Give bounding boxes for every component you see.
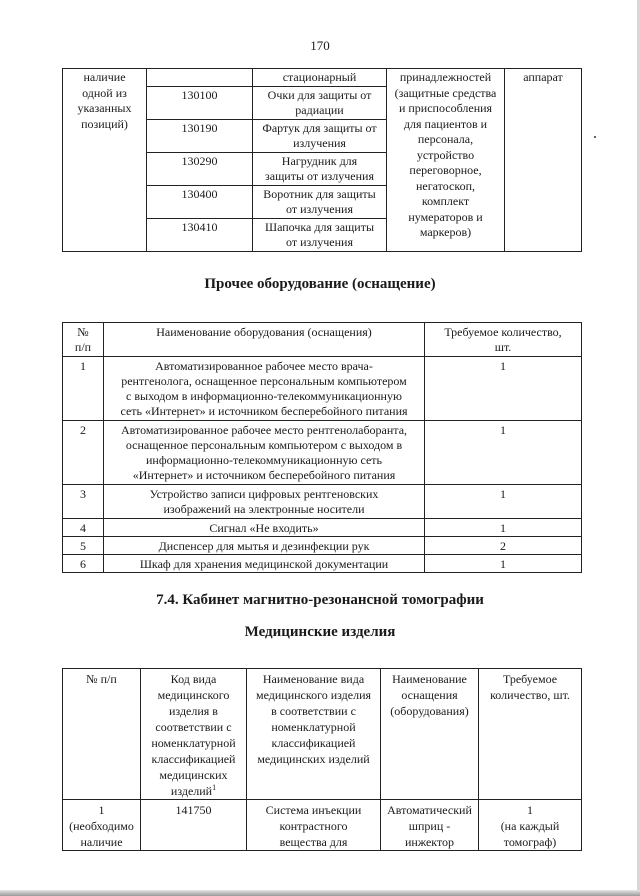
header-code-last-word: изделий (170, 784, 213, 798)
page-number: 170 (310, 38, 330, 53)
row-num: 6 (63, 555, 104, 573)
row-name-line: информационно-телекоммуникационную сеть (145, 453, 382, 467)
table-row (63, 519, 582, 537)
row-name-line: Автоматизированное рабочее место врача- (155, 359, 373, 373)
row-equip-line: шприц - (408, 819, 451, 833)
row-num-line: (необходимо (69, 819, 134, 833)
row-qty-line: томограф) (503, 835, 557, 849)
top-code-cell: 130290 (147, 152, 253, 185)
row-kind-line: Система инъекции (265, 803, 362, 817)
header-kind-line: классификацией (271, 736, 356, 750)
top-name-line: Фартук для защиты от (262, 120, 377, 135)
top-col4-line: устройство (416, 147, 475, 162)
table-row (63, 555, 582, 573)
top-col1-line: наличие (83, 70, 126, 84)
top-name-line: радиации (295, 103, 344, 117)
top-col4-line: для пациентов и (403, 116, 488, 131)
table-row (63, 421, 582, 485)
scan-edge-bottom (0, 890, 640, 896)
top-col1-line: одной из (82, 85, 127, 100)
header-qty-line: Требуемое (502, 672, 558, 686)
header-code-line: медицинских (159, 768, 228, 782)
row-qty: 1 (425, 555, 582, 573)
row-qty: 1 (425, 485, 582, 519)
header-equip-line: оснащения (401, 688, 458, 702)
row-code: 141750 (141, 800, 247, 851)
table-header-row (63, 323, 582, 357)
row-name-line: «Интернет» и источником бесперебойного питания (132, 468, 396, 482)
top-name-cell (253, 218, 387, 251)
scan-speck (594, 136, 596, 138)
row-name: Диспенсер для мытья и дезинфекции рук (104, 537, 425, 555)
header-qty (479, 669, 582, 800)
header-code (141, 669, 247, 800)
top-name-cell: стационарный (253, 69, 387, 87)
top-name-line: защиты от излучения (265, 169, 374, 183)
row-name-line: сеть «Интернет» и источником бесперебойного питания (120, 404, 408, 418)
section-title-other-equipment: Прочее оборудование (оснащение) (204, 276, 436, 292)
row-equip-line: Автоматический (387, 803, 472, 817)
row-num (63, 800, 141, 851)
row-name-line: оснащенное персональным компьютером с выходом в (125, 438, 403, 452)
row-num: 5 (63, 537, 104, 555)
table-header-row (63, 669, 582, 800)
row-qty-line: 1 (527, 803, 533, 817)
row-kind-line: контрастного (279, 819, 348, 833)
top-col4-line: персонала, (417, 132, 474, 146)
row-name-line: Устройство записи цифровых рентгеновских (149, 487, 379, 501)
row-qty (479, 800, 582, 851)
row-name: Шкаф для хранения медицинской документации (104, 555, 425, 573)
header-kind-line: медицинского изделия (255, 688, 372, 702)
table-row (63, 357, 582, 421)
row-qty: 1 (425, 357, 582, 421)
row-equip (381, 800, 479, 851)
top-continuation-table (62, 68, 582, 252)
row-name-line: с выходом в информационно-телекоммуникационную (126, 389, 402, 403)
row-qty-line: (на каждый (500, 819, 560, 833)
row-qty: 2 (425, 537, 582, 555)
top-name-cell (253, 119, 387, 152)
header-code-line: Код вида (170, 672, 217, 686)
top-name-line: от излучения (286, 235, 353, 249)
header-qty-line: Требуемое количество, (444, 325, 562, 339)
header-qty (425, 323, 582, 357)
top-col1-line: указанных (77, 101, 132, 115)
top-name-cell (253, 152, 387, 185)
header-num (63, 323, 104, 357)
top-name-line: Очки для защиты от (267, 87, 372, 102)
header-num-line: № (77, 325, 89, 339)
row-name (104, 357, 425, 421)
header-kind (247, 669, 381, 800)
row-num: 2 (63, 421, 104, 485)
row-kind-line: вещества для (279, 835, 348, 849)
header-kind-line: Наименование вида (262, 672, 365, 686)
row-qty: 1 (425, 519, 582, 537)
section-title-mri-room: 7.4. Кабинет магнитно-резонансной томографии (156, 592, 484, 608)
header-qty-line: шт. (494, 340, 512, 354)
row-name-line: изображений на электронные носители (163, 502, 365, 516)
top-col4-line: принадлежностей (399, 70, 492, 84)
row-equip-line: инжектор (404, 835, 455, 849)
top-col5-cell: аппарат (505, 69, 582, 252)
header-name: Наименование оборудования (оснащения) (104, 323, 425, 357)
row-name (104, 421, 425, 485)
top-col4-line: комплект (421, 194, 470, 208)
top-name-line: Нагрудник для (281, 153, 358, 168)
top-col4-line: и приспособления (398, 101, 493, 115)
top-code-cell: 130190 (147, 119, 253, 152)
top-name-cell (253, 86, 387, 119)
header-code-line (144, 783, 243, 799)
top-code-cell (147, 69, 253, 87)
top-col4-line: нумераторов и (408, 209, 483, 224)
row-num: 4 (63, 519, 104, 537)
section-title-medical-devices: Медицинские изделия (244, 624, 396, 640)
top-col4-cell (387, 69, 505, 252)
footnote-marker: 1 (212, 783, 217, 792)
top-name-line: излучения (293, 136, 346, 150)
header-num-line: п/п (74, 340, 92, 354)
row-name-line: Автоматизированное рабочее место рентгенолаборанта, (120, 423, 408, 437)
top-code-cell: 130410 (147, 218, 253, 251)
row-name-line: рентгенолога, оснащенное персональным компьютером (121, 374, 407, 388)
table-row (63, 800, 582, 851)
top-col1-cell (63, 69, 147, 252)
row-name: Сигнал «Не входить» (104, 519, 425, 537)
top-col4-line: негатоскоп, (415, 178, 476, 193)
header-kind-line: в соответствии с (271, 704, 356, 718)
header-kind-line: номенклатурной (271, 720, 356, 734)
row-num-line: наличие (80, 835, 123, 849)
header-num: № п/п (63, 669, 141, 800)
top-name-cell (253, 185, 387, 218)
row-name (104, 485, 425, 519)
row-num-line: 1 (98, 803, 105, 817)
top-col4-line: маркеров) (419, 225, 472, 239)
table-row (63, 485, 582, 519)
header-equip-line: Наименование (392, 672, 467, 686)
row-qty: 1 (425, 421, 582, 485)
header-equip (381, 669, 479, 800)
top-col4-line: (защитные средства (394, 85, 497, 100)
top-name-line: Шапочка для защиты (264, 219, 375, 234)
other-equipment-table (62, 322, 582, 573)
header-code-line: номенклатурной (151, 736, 236, 750)
header-code-line: классификацией (151, 752, 236, 766)
header-qty-line: количество, шт. (490, 688, 570, 702)
top-code-cell: 130100 (147, 86, 253, 119)
header-equip-line: (оборудования) (390, 704, 469, 718)
top-col4-line: переговорное, (409, 163, 482, 177)
header-code-line: медицинского (157, 688, 230, 702)
top-col1-line: позиций) (81, 116, 128, 131)
header-code-line: изделия в (169, 704, 218, 718)
top-name-line: Воротник для защиты (263, 186, 376, 201)
table-row (63, 537, 582, 555)
row-num: 1 (63, 357, 104, 421)
medical-devices-table (62, 668, 582, 851)
row-kind (247, 800, 381, 851)
header-code-line: соответствии с (155, 720, 232, 734)
header-kind-line: медицинских изделий (257, 752, 370, 766)
top-name-line: от излучения (286, 202, 353, 216)
top-code-cell: 130400 (147, 185, 253, 218)
row-num: 3 (63, 485, 104, 519)
